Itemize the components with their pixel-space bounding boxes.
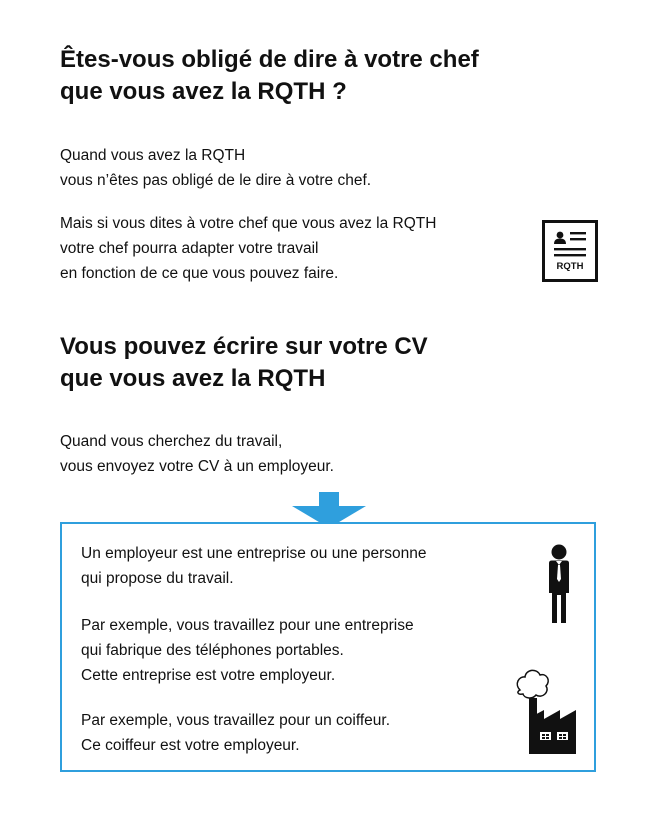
factory-icon: [514, 666, 582, 761]
text-line: Mais si vous dites à votre chef que vous avez la RQTH: [60, 215, 437, 232]
text-line: qui fabrique des téléphones portables.: [81, 642, 344, 659]
rqth-card-icon: [542, 220, 598, 282]
paragraph-not-obliged: [60, 143, 371, 193]
text-line: en fonction de ce que vous pouvez faire.: [60, 265, 339, 282]
text-line: Un employeur est une entreprise ou une personne: [81, 545, 427, 562]
heading-employer-disclosure: [60, 44, 479, 108]
heading-cv-rqth: [60, 331, 428, 395]
rqth-card-label: RQTH: [556, 261, 584, 272]
paragraph-example-company: [81, 613, 414, 688]
heading-line: que vous avez la RQTH: [60, 365, 326, 392]
paragraph-employer-definition: [81, 541, 427, 591]
paragraph-send-cv: [60, 429, 334, 479]
heading-line: Vous pouvez écrire sur votre CV: [60, 333, 428, 360]
text-line: vous envoyez votre CV à un employeur.: [60, 458, 334, 475]
heading-line: Êtes-vous obligé de dire à votre chef: [60, 46, 479, 73]
paragraph-adapt-work: [60, 211, 436, 286]
heading-line: que vous avez la RQTH ?: [60, 78, 347, 105]
text-line: votre chef pourra adapter votre travail: [60, 240, 319, 257]
text-line: Par exemple, vous travaillez pour un coiffeur.: [81, 712, 391, 729]
text-line: Ce coiffeur est votre employeur.: [81, 737, 300, 754]
text-line: vous n’êtes pas obligé de le dire à votre chef.: [60, 172, 372, 189]
text-line: Par exemple, vous travaillez pour une entreprise: [81, 617, 414, 634]
businessman-icon: [544, 544, 574, 629]
text-line: Quand vous avez la RQTH: [60, 147, 246, 164]
paragraph-example-hairdresser: [81, 708, 390, 758]
text-line: qui propose du travail.: [81, 570, 234, 587]
businessman-graphic: [544, 544, 574, 624]
text-line: Quand vous cherchez du travail,: [60, 433, 283, 450]
employer-definition-box: [60, 522, 596, 772]
text-line: Cette entreprise est votre employeur.: [81, 667, 336, 684]
factory-graphic: [514, 666, 582, 756]
